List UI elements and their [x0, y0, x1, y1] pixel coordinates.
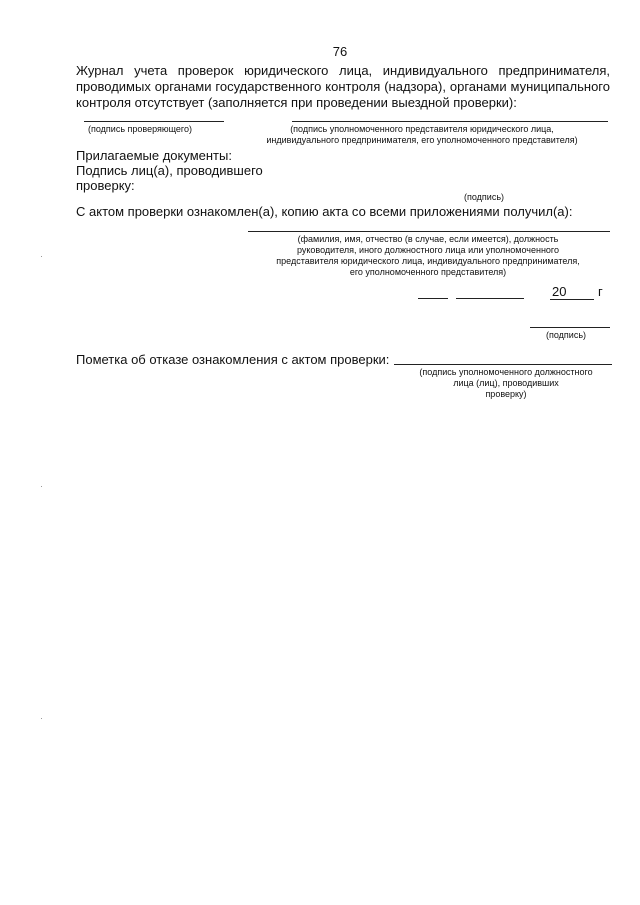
representative-signature-line: [292, 121, 608, 122]
fio-caption-1: (фамилия, имя, отчество (в случае, если имеется), должность: [297, 234, 559, 244]
inspectors-signature-label-2: проверку:: [76, 178, 135, 193]
journal-text-line-3: контроля отсутствует (заполняется при проведении выездной проверки):: [76, 95, 517, 110]
date-month-line: [456, 298, 524, 299]
acquainted-text: С актом проверки ознакомлен(а), копию акта со всеми приложениями получил(а):: [76, 204, 573, 219]
fio-caption-2: руководителя, иного должностного лица или уполномоченного: [296, 245, 560, 255]
journal-text-line-2: проводимых органами государственного контроля (надзора), органами муниципального: [76, 79, 610, 94]
refusal-caption-3: проверку): [485, 389, 527, 399]
inspector-signature-line: [84, 121, 224, 122]
fio-line: [248, 231, 610, 232]
scan-dot: [41, 256, 42, 257]
date-year-prefix: 20: [552, 284, 567, 299]
refusal-caption-1: (подпись уполномоченного должностного: [419, 367, 593, 377]
date-year-suffix: г: [598, 284, 603, 299]
signature-line-2: [530, 327, 610, 328]
date-year-line: [550, 299, 594, 300]
page-number: 76: [332, 44, 348, 59]
signature-caption-1: (подпись): [464, 192, 505, 202]
refusal-caption-2: лица (лиц), проводивших: [453, 378, 559, 388]
refusal-text: Пометка об отказе ознакомления с актом проверки:: [76, 352, 390, 367]
journal-text-line-1: Журнал учета проверок юридического лица, индивидуального предпринимателя,: [76, 63, 610, 78]
scan-dot: [41, 718, 42, 719]
representative-signature-caption-2: индивидуального предпринимателя, его уполномоченного представителя): [266, 135, 578, 145]
scan-dot: [41, 486, 42, 487]
attached-documents-label: Прилагаемые документы:: [76, 148, 232, 163]
signature-caption-2: (подпись): [546, 330, 587, 340]
inspector-signature-caption: (подпись проверяющего): [88, 124, 193, 134]
fio-caption-3: представителя юридического лица, индивидуального предпринимателя,: [276, 256, 580, 266]
inspectors-signature-label-1: Подпись лиц(а), проводившего: [76, 163, 263, 178]
representative-signature-caption-1: (подпись уполномоченного представителя юридического лица,: [290, 124, 554, 134]
refusal-signature-line: [394, 364, 612, 365]
date-day-line: [418, 298, 448, 299]
fio-caption-4: его уполномоченного представителя): [349, 267, 507, 277]
